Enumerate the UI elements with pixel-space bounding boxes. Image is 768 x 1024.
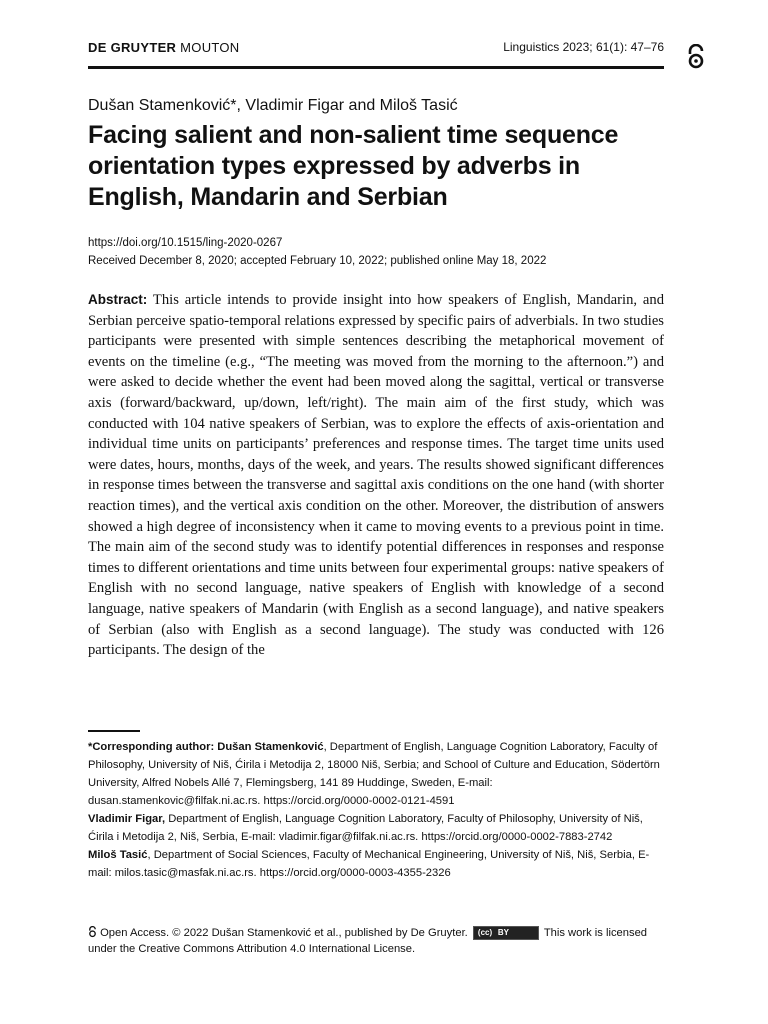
- journal-citation: Linguistics 2023; 61(1): 47–76: [503, 40, 664, 54]
- footnote-text: , Department of Social Sciences, Faculty of Mechanical Engineering, University of Niš, Niš, Serbia, E-mail: milos.tasic@masfak.ni.ac.rs. https://orcid.org/0000-0003-4355-2326: [88, 849, 650, 879]
- cc-badge-by: BY: [497, 928, 510, 938]
- publisher-name: [88, 40, 240, 55]
- footnotes: [88, 738, 668, 882]
- license-text-after: This work is licensed under the Creative Commons Attribution 4.0 International License.: [88, 927, 648, 955]
- footnote-text: Department of English, Language Cognition Laboratory, Faculty of Philosophy, University of Niš, Ćirila i Metodija 2, Niš, Serbia, E-mail: vladimir.figar@filfak.ni.ac.rs. https://orcid.org/0000-0002-7883-2742: [88, 813, 643, 843]
- article-meta: [88, 234, 664, 270]
- article-title: Facing salient and non-salient time sequence orientation types expressed by adverbs in English, Mandarin and Serbian: [88, 121, 619, 211]
- footnote-third-author: [88, 846, 668, 882]
- article-authors: Dušan Stamenković*, Vladimir Figar and Miloš Tasić: [88, 97, 458, 114]
- footnote-rule: [88, 730, 140, 732]
- header-rule: [88, 66, 664, 69]
- abstract-label: Abstract:: [88, 292, 148, 307]
- publisher-rest: MOUTON: [180, 40, 240, 55]
- cc-by-badge-icon[interactable]: [473, 926, 539, 940]
- footnote-text: , Department of English, Language Cognition Laboratory, Faculty of Philosophy, University of Niš, Ćirila i Metodija 2, 18000 Niš, Serbia; and School of Culture and Education, Södertörn University, Alfred Nobels Allé 7, Flemingsberg, 141 89 Huddinge, Sweden, E-mail: dusan.stamenkovic@filfak.ni.ac.rs. https://orcid.org/0000-0002-0121-4591: [88, 741, 660, 807]
- footnote-label: Vladimir Figar,: [88, 813, 166, 825]
- license-text-before: Open Access. © 2022 Dušan Stamenković et al., published by De Gruyter.: [100, 927, 468, 939]
- abstract-text: This article intends to provide insight into how speakers of English, Mandarin, and Serbian perceive spatio-temporal relations expressed by specific pairs of adverbials. In two studies participants were presented with simple sentences describing the metaphorical movement of events on the timeline (e.g., “The meeting was moved from the morning to the afternoon.”) and were asked to decide whether the event had been moved along the sagittal, vertical or transverse axis (forward/backward, up/down, left/right). The main aim of the first study, which was conducted with 104 native speakers of Serbian, was to explore the effects of axis-orientation and individual time units on participants’ preferences and response times. The target time units used were dates, hours, months, days of the week, and years. The results showed significant differences in response times between the transverse and sagittal axis conditions on the one hand (with shorter reaction times), and the vertical axis condition on the other. Moreover, the distribution of answers showed a high degree of inconsistency when it came to moving events to a previous point in time. The main aim of the second study was to identify potential differences in responses and response times to different orientations and time units between four experimental groups: native speakers of English with no second language, native speakers of English with knowledge of a second language, native speakers of Mandarin (with English as a second language), and native speakers of Serbian (also with English as a second language). The study was conducted with 126 participants. The design of the: [88, 292, 664, 659]
- open-access-icon: [88, 926, 97, 938]
- abstract: [88, 290, 664, 661]
- open-access-icon: [686, 44, 706, 70]
- footnote-second-author: [88, 810, 668, 846]
- cc-badge-cc: (cc): [477, 928, 493, 938]
- footnote-corresponding-author: [88, 738, 668, 810]
- running-header: [88, 40, 664, 62]
- publisher-bold: DE GRUYTER: [88, 40, 177, 55]
- license-statement: [88, 925, 668, 957]
- footnote-label: *Corresponding author: Dušan Stamenković: [88, 741, 324, 753]
- footnote-label: Miloš Tasić: [88, 849, 148, 861]
- doi-link[interactable]: https://doi.org/10.1515/ling-2020-0267: [88, 237, 283, 249]
- article-history: Received December 8, 2020; accepted February 10, 2022; published online May 18, 2022: [88, 255, 547, 267]
